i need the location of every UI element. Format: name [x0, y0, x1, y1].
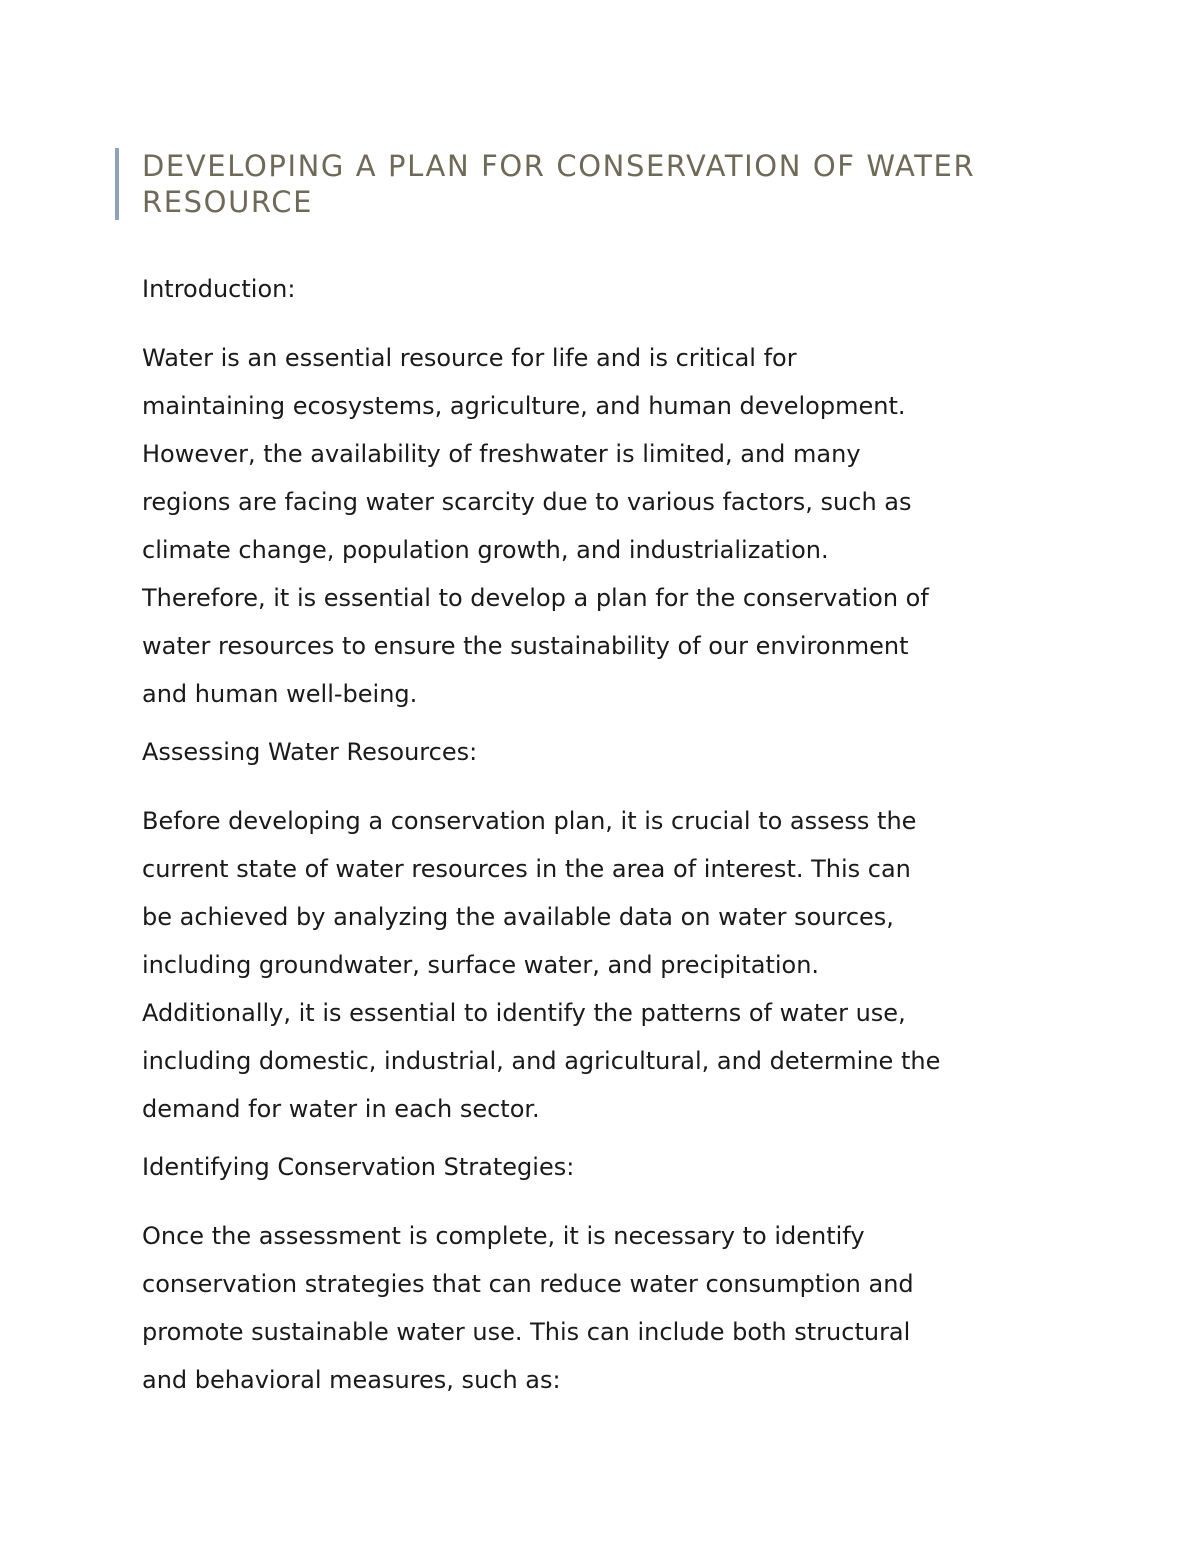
text-line: climate change, population growth, and industrialization. — [142, 536, 829, 564]
section-introduction — [142, 270, 1082, 718]
text-line: Water is an essential resource for life and is critical for — [142, 344, 797, 372]
paragraph — [142, 334, 1082, 718]
text-line: water resources to ensure the sustainability of our environment — [142, 632, 909, 660]
text-line: However, the availability of freshwater is limited, and many — [142, 440, 861, 468]
text-line: current state of water resources in the area of interest. This can — [142, 855, 911, 883]
text-line: Therefore, it is essential to develop a plan for the conservation of — [142, 584, 929, 612]
text-line: Once the assessment is complete, it is necessary to identify — [142, 1222, 865, 1250]
text-line: Additionally, it is essential to identify the patterns of water use, — [142, 999, 906, 1027]
text-line: maintaining ecosystems, agriculture, and human development. — [142, 392, 906, 420]
document-title — [115, 148, 1102, 220]
section-assessing-water-resources — [142, 733, 1082, 1133]
text-line: including groundwater, surface water, and precipitation. — [142, 951, 820, 979]
title-line: RESOURCE — [142, 185, 314, 219]
document-body — [142, 270, 1082, 1419]
text-line: be achieved by analyzing the available data on water sources, — [142, 903, 894, 931]
section-heading: Introduction: — [142, 275, 296, 303]
text-line: and human well-being. — [142, 680, 418, 708]
section-heading: Assessing Water Resources: — [142, 738, 478, 766]
section-heading: Identifying Conservation Strategies: — [142, 1153, 575, 1181]
section-identifying-conservation-strategies — [142, 1148, 1082, 1404]
paragraph — [142, 1212, 1082, 1404]
text-line: demand for water in each sector. — [142, 1095, 540, 1123]
text-line: and behavioral measures, such as: — [142, 1366, 561, 1394]
text-line: regions are facing water scarcity due to various factors, such as — [142, 488, 912, 516]
text-line: including domestic, industrial, and agricultural, and determine the — [142, 1047, 941, 1075]
paragraph — [142, 797, 1082, 1133]
title-line: DEVELOPING A PLAN FOR CONSERVATION OF WATER — [142, 149, 976, 183]
text-line: Before developing a conservation plan, it is crucial to assess the — [142, 807, 917, 835]
text-line: promote sustainable water use. This can include both structural — [142, 1318, 911, 1346]
text-line: conservation strategies that can reduce water consumption and — [142, 1270, 914, 1298]
